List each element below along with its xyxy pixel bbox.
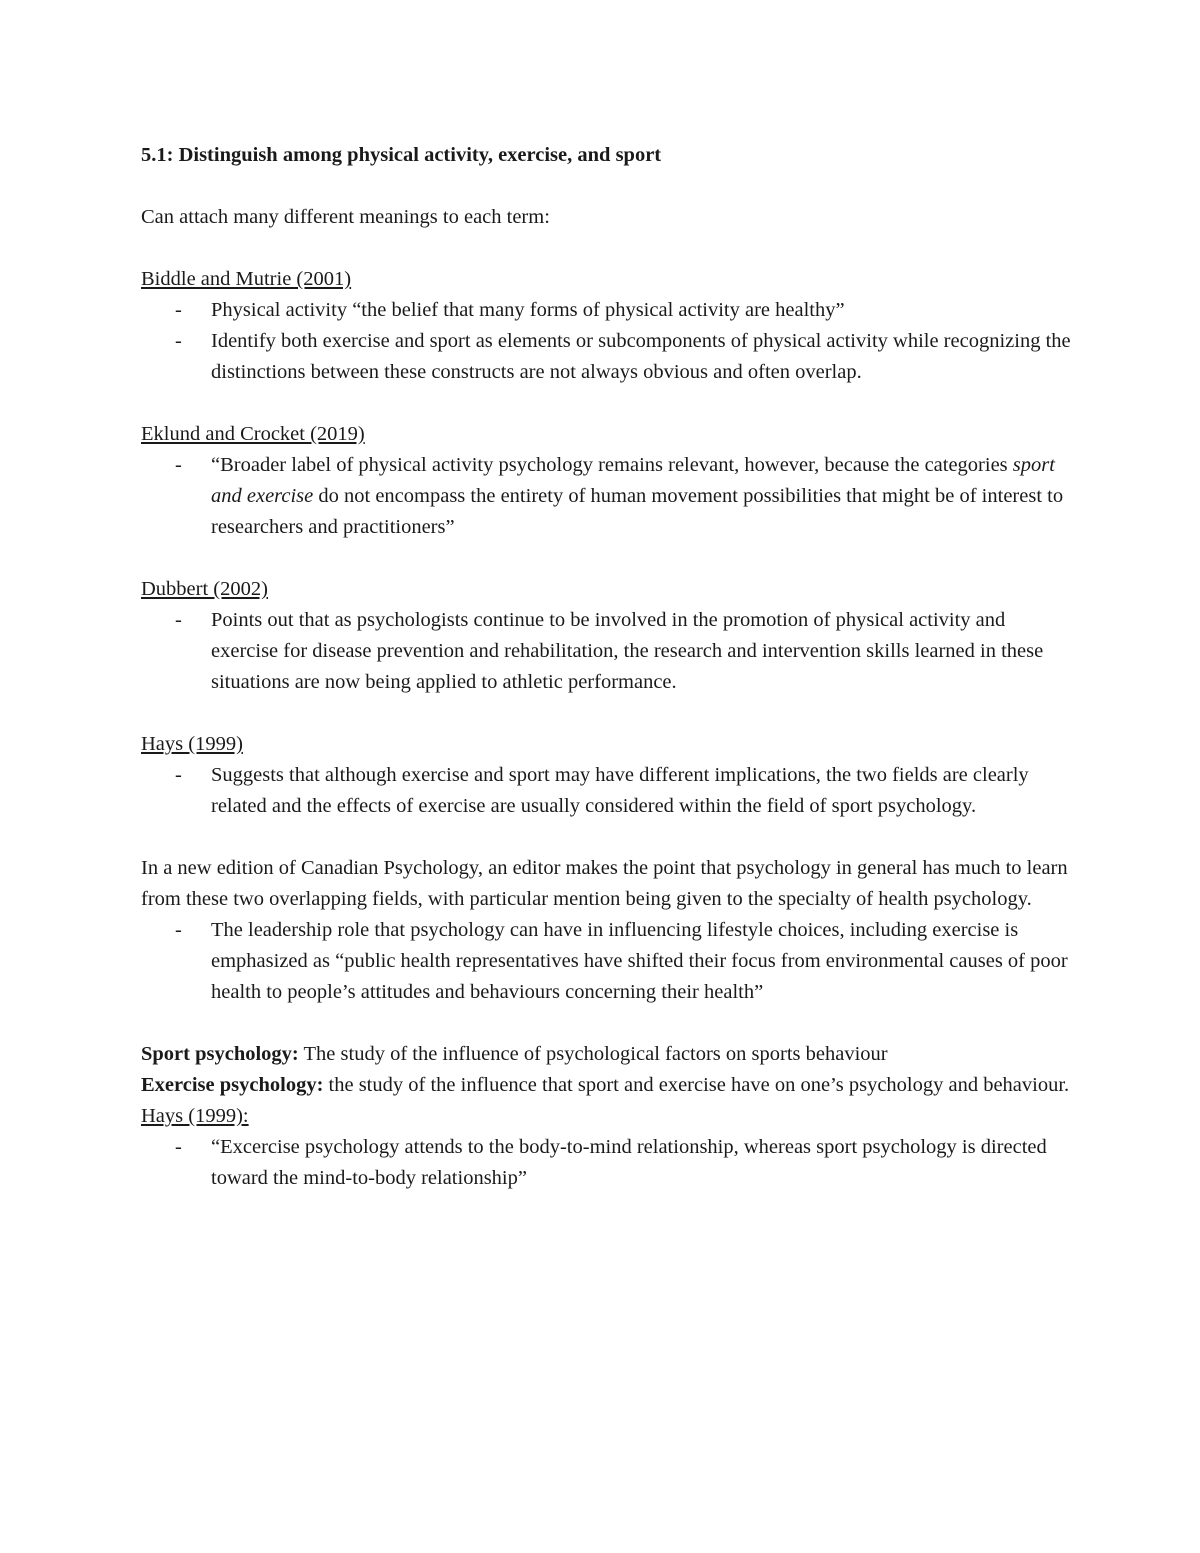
italic-phrase: sport and exercise [211,454,1055,507]
dash-bullet-marker: - [175,764,182,786]
spacer [141,233,1071,264]
reference-hays-final: Hays (1999): [141,1105,249,1127]
list-item [141,295,1071,326]
document-page [141,140,1071,1194]
quote-text-start: “Broader label of physical activity psychology remains relevant, however, because the categories [211,454,1013,476]
spacer [141,1008,1071,1039]
definition-text: The study of the influence of psychological factors on sports behaviour [298,1043,888,1065]
list-item [141,1132,1071,1194]
list-item [141,760,1071,822]
spacer [141,698,1071,729]
section-heading: 5.1: Distinguish among physical activity, exercise, and sport [141,144,662,166]
list-item [141,915,1071,1008]
definition-term: Exercise psychology: [141,1074,324,1096]
list-item [141,326,1071,388]
dash-bullet-marker: - [175,1136,182,1158]
dash-bullet-marker: - [175,299,182,321]
canadian-psychology-paragraph: In a new edition of Canadian Psychology, an editor makes the point that psychology in general has much to learn from these two overlapping fields, with particular mention being given to the specialty of health psychology. [141,857,1068,910]
list-item-text: “Excercise psychology attends to the body-to-mind relationship, whereas sport psychology is directed toward the mind-to-body relationship” [211,1136,1047,1189]
list-item-text: Points out that as psychologists continue to be involved in the promotion of physical activity and exercise for disease prevention and rehabilitation, the research and intervention skills learned in these situations are now being applied to athletic performance. [211,609,1044,693]
definition-term: Sport psychology: [141,1043,299,1065]
list-item-text: Suggests that although exercise and sport may have different implications, the two fields are clearly related and the effects of exercise are usually considered within the field of sport psychology. [211,764,1029,817]
dash-bullet-marker: - [175,330,182,352]
dash-bullet-marker: - [175,454,182,476]
bullet-list-canadian [141,915,1071,1008]
intro-text: Can attach many different meanings to each term: [141,206,550,228]
dash-bullet-marker: - [175,609,182,631]
reference-eklund-crocket: Eklund and Crocket (2019) [141,423,365,445]
quote-text-end: do not encompass the entirety of human movement possibilities that might be of interest to researchers and practitioners” [211,485,1064,538]
bullet-list-hays [141,760,1071,822]
list-item-text [211,454,1063,538]
definition-sport-psychology [141,1039,1071,1070]
reference-biddle-mutrie: Biddle and Mutrie (2001) [141,268,352,290]
bullet-list-eklund-crocket [141,450,1071,543]
definition-exercise-psychology [141,1070,1071,1101]
spacer [141,388,1071,419]
list-item [141,450,1071,543]
reference-dubbert: Dubbert (2002) [141,578,268,600]
bullet-list-dubbert [141,605,1071,698]
bullet-list-hays-final [141,1132,1071,1194]
spacer [141,543,1071,574]
list-item [141,605,1071,698]
spacer [141,171,1071,202]
spacer [141,822,1071,853]
dash-bullet-marker: - [175,919,182,941]
list-item-text: The leadership role that psychology can have in influencing lifestyle choices, including exercise is emphasized as “public health representatives have shifted their focus from environmental causes of poor health to people’s attitudes and behaviours concerning their health” [211,919,1068,1003]
bullet-list-biddle-mutrie [141,295,1071,388]
reference-hays: Hays (1999) [141,733,243,755]
list-item-text: Physical activity “the belief that many forms of physical activity are healthy” [211,299,845,321]
definition-text: the study of the influence that sport and exercise have on one’s psychology and behaviour. [323,1074,1070,1096]
list-item-text: Identify both exercise and sport as elements or subcomponents of physical activity while recognizing the distinctions between these constructs are not always obvious and often overlap. [211,330,1071,383]
